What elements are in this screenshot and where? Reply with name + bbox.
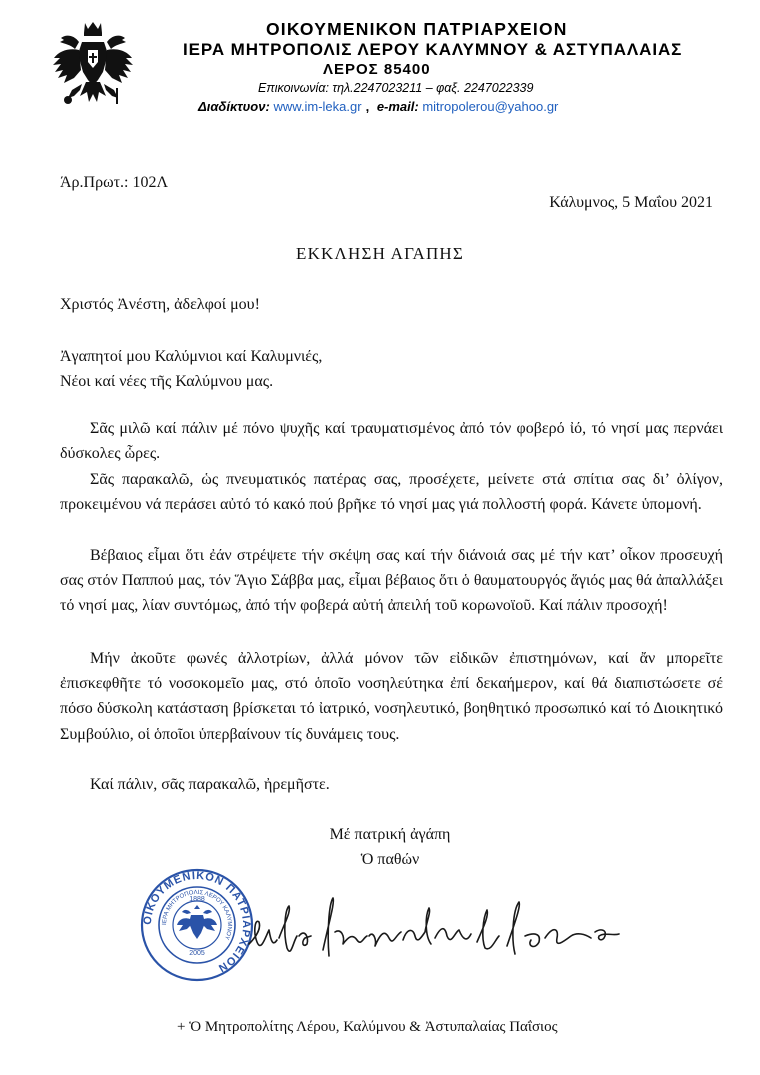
protocol-number: Άρ.Πρωτ.: 102Λ — [60, 174, 169, 191]
address-line-2: Νέοι καί νέες τῆς Καλύμνου μας. — [60, 373, 274, 390]
paragraph-3: Βέβαιος εἶμαι ὅτι ἐάν στρέψετε τήν σκέψη σας καί τήν διάνοιά σας μέ τήν κατ’ οἶκον προσευχή σας στόν Παππού μας, τόν Ἅγιο Σάββα μας, εἶμαι βέβαιος ὅτι ὁ θαυματουργός ἅγιός μας θά ἀπαλλάξει τό νησί μας, λίαν συντόμως, ἀπό τήν φοβερά αὐτή ἀπειλή τοῦ κορωνοϊοῦ. Καί πάλιν προσοχή! — [60, 547, 723, 615]
paragraph-2: Σᾶς παρακαλῶ, ὡς πνευματικός πατέρας σας, προσέχετε, μείνετε στά σπίτια σας δι’ ὀλίγον, προκειμένου νά περάσει αὐτό τό κακό πού βρῆκε τό νησί μας γιά πολλοστή φορά. Κάνετε ὑπομονή. — [60, 471, 723, 514]
double-headed-eagle-icon — [52, 20, 134, 106]
official-seal — [139, 867, 255, 983]
closing-line-2: Ὁ παθών — [360, 851, 420, 868]
paragraph-1: Σᾶς μιλῶ καί πάλιν μέ πόνο ψυχῆς καί τραυματισμένος ἀπό τόν φοβερό ἰό, τό νησί μας περνάει δύσκολες ὧρες. — [60, 420, 723, 463]
header-patriarchate: ΟΙΚΟΥΜΕΝΙΚΟΝ ΠΑΤΡΙΑΡΧΕΙΟΝ — [266, 19, 568, 39]
internet-label: Διαδίκτυον: — [198, 99, 270, 114]
seal-year-bottom: 2005 — [189, 950, 205, 957]
email-link[interactable]: mitropolerou@yahoo.gr — [422, 99, 559, 114]
seal-eagle-icon — [177, 905, 217, 939]
email-label: e-mail: — [376, 99, 419, 114]
letter-date: Κάλυμνος, 5 Μαΐου 2021 — [549, 194, 713, 211]
header-contact: Επικοινωνία: τηλ.2247023211 – φαξ. 2247022339 — [258, 81, 534, 95]
seal-year-top: 1888 — [189, 896, 205, 903]
header-internet — [198, 99, 558, 114]
letter-title: ΕΚΚΛΗΣΗ ΑΓΑΠΗΣ — [295, 244, 465, 263]
seal-inner-text: ΙΕΡΑ ΜΗΤΡΟΠΟΛΙΣ ΛΕΡΟΥ ΚΑΛΥΜΝΟΥ — [161, 889, 233, 941]
closing-line-1: Μέ πατρική ἀγάπη — [329, 826, 451, 843]
handwritten-signature — [245, 892, 625, 972]
paragraph-4: Μήν ἀκοῦτε φωνές ἀλλοτρίων, ἀλλά μόνον τῶν εἰδικῶν ἐπιστημόνων, καί ἄν μπορεῖτε ἐπισκεφθῆτε τό νοσοκομεῖο μας, στό ὁποῖο νοσηλεύτηκα ἐπί δεκαήμερον, καί θά διαπιστώσετε σέ πόσο δύσκολη κατάσταση βρίσκεται τό ἰατρικό, νοσηλευτικό, βοηθητικό προσωπικό καί τό Διοικητικό Συμβούλιο, οἱ ὁποῖοι ὑπερβαίνουν τίς δυνάμεις τους. — [60, 650, 723, 743]
seal-outer-text: ΟΙΚΟΥΜΕΝΙΚΟΝ ΠΑΤΡΙΑΡΧΕΙΟΝ — [141, 869, 253, 975]
signatory-line: + Ὁ Μητροπολίτης Λέρου, Καλύμνου & Ἀστυπαλαίας Παΐσιος — [177, 1019, 558, 1035]
letter-greeting: Χριστός Ἀνέστη, ἀδελφοί μου! — [60, 296, 260, 313]
website-link[interactable]: www.im-leka.gr — [273, 99, 362, 114]
paragraph-5: Καί πάλιν, σᾶς παρακαλῶ, ἠρεμῆστε. — [90, 776, 330, 793]
header-metropolis: ΙΕΡΑ ΜΗΤΡΟΠΟΛΙΣ ΛΕΡΟΥ ΚΑΛΥΜΝΟΥ & ΑΣΤΥΠΑΛΑΙΑΣ — [183, 40, 683, 59]
header-postal: ΛΕΡΟΣ 85400 — [323, 61, 431, 78]
address-line-1: Ἀγαπητοί μου Καλύμνιοι καί Καλυμνιές, — [60, 348, 323, 365]
separator: , — [365, 99, 370, 114]
